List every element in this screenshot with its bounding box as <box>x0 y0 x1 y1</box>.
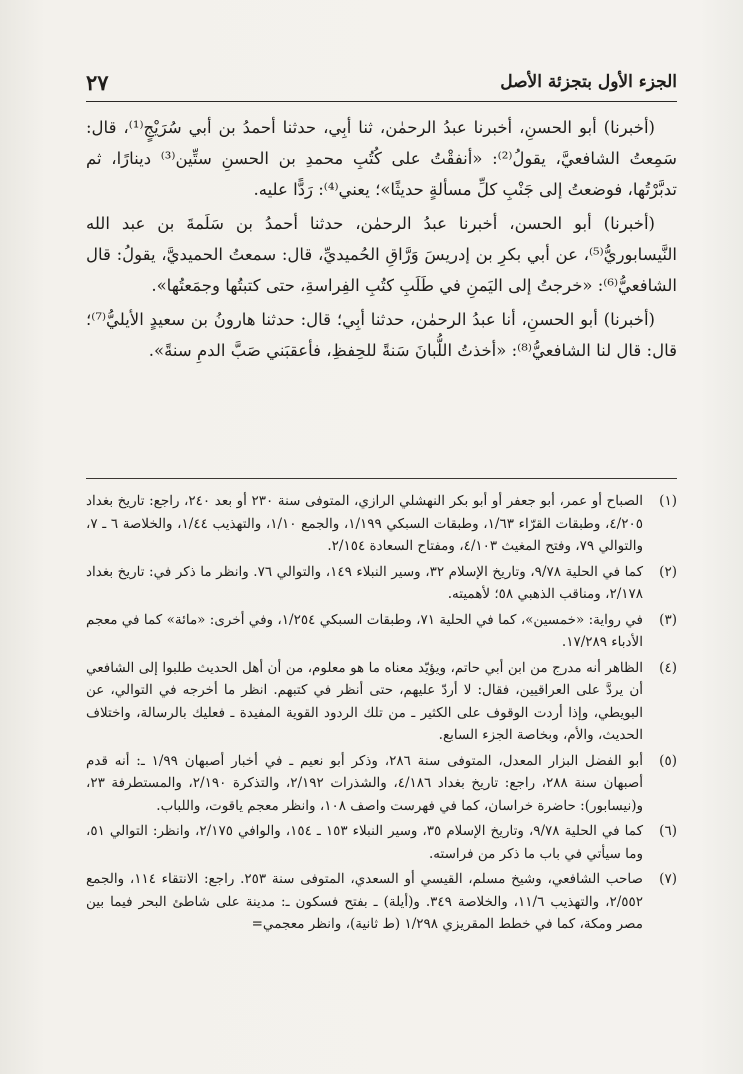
paragraph: (أخبرنا) أبو الحسنِ، أخبرنا عبدُ الرحمٰن، ثنا أبِي، حدثنا أحمدُ بن أبي سُرَيْجٍ⁽¹⁾، قال: سَمِعتُ الشافعيَّ، يقولُ⁽²⁾: «أنفقْتُ على كُتُبِ محمدِ بن الحسنِ ستِّين⁽³⁾ دينارًا، ثم تدبَّرْتُها، فوضعتُ إلى جَنْبِ كلِّ مسألةٍ حديثًا»؛ يعني⁽⁴⁾: رَدًّا عليه. <box>86 118 677 199</box>
footnote <box>86 657 677 747</box>
header-rule <box>86 101 677 102</box>
footnote <box>86 868 677 936</box>
footnote-number: (١) <box>659 493 677 509</box>
footnote-number: (٣) <box>659 611 677 628</box>
footnote-number: (٦) <box>659 823 677 839</box>
footnote-text: صاحب الشافعي، وشيخ مسلم، القيسي أو السعدي، المتوفى سنة ٢٥٣. راجع: الانتقاء ١١٤، والجمع ٢/٥٥٢، والتهذيب ١١/٦، والخلاصة ٣٤٩. و(أيلة) ـ بفتح فسكون ـ: مدينة على شاطئ البحر فيما بين مصر ومكة، كما في خطط المقريزي ١/٢٩٨ (ط ثانية)، وانظر معجمي= <box>86 871 643 932</box>
footnote-number: (٤) <box>659 659 677 676</box>
footnote-text: أبو الفضل البزار المعدل، المتوفى سنة ٢٨٦، وذكر أبو نعيم ـ في أخبار أصبهان ١/٩٩ ـ: أنه قدم أصبهان سنة ٢٨٨، راجع: تاريخ بغداد ٤/١٨٦، والشذرات ٢/١٩٢، والتذكرة ٢/١٩٠، والمستطرفة ٢٣، و(نيسابور): حاضرة خراسان، كما في فهرست واصف ١٠٨، وانظر معجم ياقوت، واللباب. <box>86 752 643 814</box>
footnote-number: (٧) <box>659 871 677 887</box>
footnote-text: كما في الحلية ٩/٧٨، وتاريخ الإسلام ٣٢، وسير النبلاء ١٤٩، والتوالي ٧٦. وانظر ما ذكر في: تاريخ بغداد ٢/١٧٨، ومناقب الذهبي ٥٨؛ لأهميته. <box>86 563 643 602</box>
footnote-text: كما في الحلية ٩/٧٨، وتاريخ الإسلام ٣٥، وسير النبلاء ١٥٣ ـ ١٥٤، والوافي ٢/١٧٥، وانظر: التوالي ٥١، وما سيأتي في باب ما ذكر من فراسته. <box>86 823 643 862</box>
running-header-title: الجزء الأول بتجزئة الأصل <box>500 72 677 92</box>
footnote <box>86 820 677 865</box>
footnote <box>86 561 677 606</box>
footnote-separator <box>86 478 677 479</box>
footnote-text: الصباح أو عمر، أبو جعفر أو أبو بكر النهشلي الرازي، المتوفى سنة ٢٣٠ أو بعد ٢٤٠، راجع: تاريخ بغداد ٤/٢٠٥، وطبقات القرّاء ١/٦٣، وطبقات السبكي ١/١٩٩، والجمع ١/١٠، والتهذيب ١/٤٤، والخلاصة ٦ ـ ٧، والتوالي ٧٩، وفتح المغيث ٤/١٠٣، ومفتاح السعادة ٢/١٥٤. <box>86 493 644 554</box>
page-number: ٢٧ <box>86 70 109 95</box>
footnote <box>86 490 677 558</box>
footnote <box>86 609 677 654</box>
footnote-number: (٢) <box>659 563 677 580</box>
footnotes <box>86 490 677 939</box>
footnote <box>86 750 677 818</box>
running-header <box>86 70 677 100</box>
footnote-number: (٥) <box>659 752 677 769</box>
paragraph: (أخبرنا) أبو الحسنِ، أنا عبدُ الرحمٰن، حدثنا أبِي؛ قال: حدثنا هارونُ بن سعيدٍ الأيليُّ⁽⁷⁾؛ قال: قال لنا الشافعيُّ⁽⁸⁾: «أخذتُ اللُّبانَ سَنةً للحِفظِ، فأعقبَني صَبَّ الدمِ سنةً». <box>86 310 677 360</box>
paragraph: (أخبرنا) أبو الحسن، أخبرنا عبدُ الرحمٰن، حدثنا أحمدُ بن سَلَمةَ بن عبد الله النَّيسابوريُّ⁽⁵⁾، عن أبي بكرِ بن إدريسَ وَرَّاقِ الحُميديِّ، قال: سمعتُ الحميديَّ، يقولُ: قال الشافعيُّ⁽⁶⁾: «خرجتُ إلى اليَمنِ في طَلَبِ كتُبِ الفِراسةِ، حتى كتبتُها وجمَعتُها». <box>86 214 677 295</box>
main-text <box>86 112 677 369</box>
footnote-text: الظاهر أنه مدرج من ابن أبي حاتم، ويؤيّد معناه ما هو معلوم، من أن أهل الحديث طلبوا إلى الشافعي أن يردَّ على العراقيين، فقال: لا أردّ عليهم، حتى أنظر في كتبهم. انظر ما أخرجه في التوالي، عن البويطي، وإذا أردت الوقوف على الكثير ـ من تلك الردود القوية المفيدة ـ فعليك بالرسالة، واختلاف الحديث، والأم، وبخاصة الجزء السابع. <box>86 659 643 743</box>
footnote-text: في رواية: «خمسين»، كما في الحلية ٧١، وطبقات السبكي ١/٢٥٤، وفي أخرى: «مائة» كما في معجم الأدباء ١٧/٢٨٩. <box>86 611 643 650</box>
